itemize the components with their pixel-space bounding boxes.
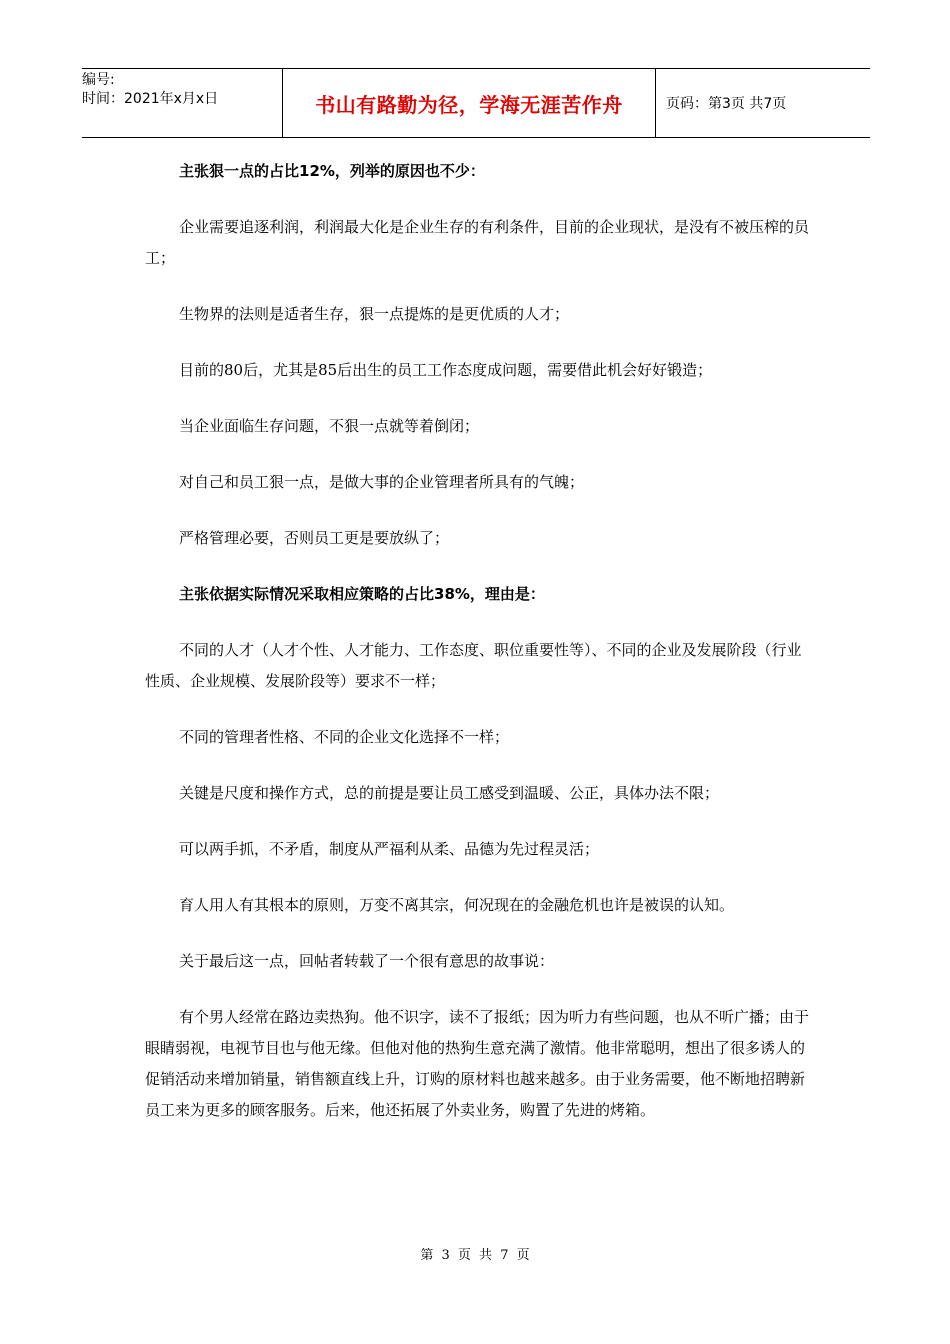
page-footer: 第 3 页 共 7 页 bbox=[420, 1248, 530, 1263]
header-page-cell bbox=[656, 69, 870, 137]
paragraph: 当企业面临生存问题，不狠一点就等着倒闭； bbox=[179, 417, 480, 435]
paragraph: 育人用人有其根本的原则，万变不离其宗，何况现在的金融危机也许是被误的认知。 bbox=[179, 896, 735, 914]
paragraph: 目前的80后，尤其是85后出生的员工工作态度成问题，需要借此机会好好锻造； bbox=[179, 361, 713, 379]
paragraph: 关于最后这一点，回帖者转载了一个很有意思的故事说： bbox=[179, 952, 555, 970]
header-motto-cell bbox=[282, 69, 656, 137]
paragraph: 主张狠一点的占比12%，列举的原因也不少： bbox=[179, 162, 485, 180]
paragraph: 对自己和员工狠一点，是做大事的企业管理者所具有的气魄； bbox=[179, 473, 585, 491]
paragraph: 关键是尺度和操作方式，总的前提是要让员工感受到温暖、公正，具体办法不限； bbox=[179, 784, 720, 802]
document-body bbox=[145, 156, 813, 1126]
header-page-label: 页码：第3页 共7页 bbox=[666, 96, 787, 112]
header-motto: 书山有路勤为径，学海无涯苦作舟 bbox=[315, 92, 623, 117]
paragraph: 可以两手抓，不矛盾，制度从严福利从柔、品德为先过程灵活； bbox=[179, 840, 600, 858]
paragraph: 不同的管理者性格、不同的企业文化选择不一样； bbox=[179, 728, 510, 746]
paragraph: 严格管理必要，否则员工更是要放纵了； bbox=[179, 529, 450, 547]
paragraph: 有个男人经常在路边卖热狗。他不识字，读不了报纸；因为听力有些问题，也从不听广播；由于眼睛弱视，电视节目也与他无缘。但他对他的热狗生意充满了激情。他非常聪明，想出了很多诱人的促销活动来增加销量，销售额直线上升，订购的原材料也越来越多。由于业务需要，他不断地招聘新员工来为更多的顾客服务。后来，他还拓展了外卖业务，购置了先进的烤箱。 bbox=[145, 1008, 810, 1119]
paragraph: 主张依据实际情况采取相应策略的占比38%，理由是： bbox=[179, 585, 545, 603]
paragraph: 生物界的法则是适者生存，狠一点提炼的是更优质的人才； bbox=[179, 305, 570, 323]
paragraph: 企业需要追逐利润，利润最大化是企业生存的有利条件，目前的企业现状，是没有不被压榨的员工； bbox=[145, 218, 810, 267]
document-number-label: 编号: bbox=[82, 72, 115, 88]
header-table bbox=[82, 68, 870, 138]
document-time-label: 时间：2021年x月x日 bbox=[82, 91, 219, 107]
header-meta bbox=[82, 69, 282, 137]
paragraph: 不同的人才（人才个性、人才能力、工作态度、职位重要性等）、不同的企业及发展阶段（行业性质、企业规模、发展阶段等）要求不一样； bbox=[145, 641, 802, 690]
